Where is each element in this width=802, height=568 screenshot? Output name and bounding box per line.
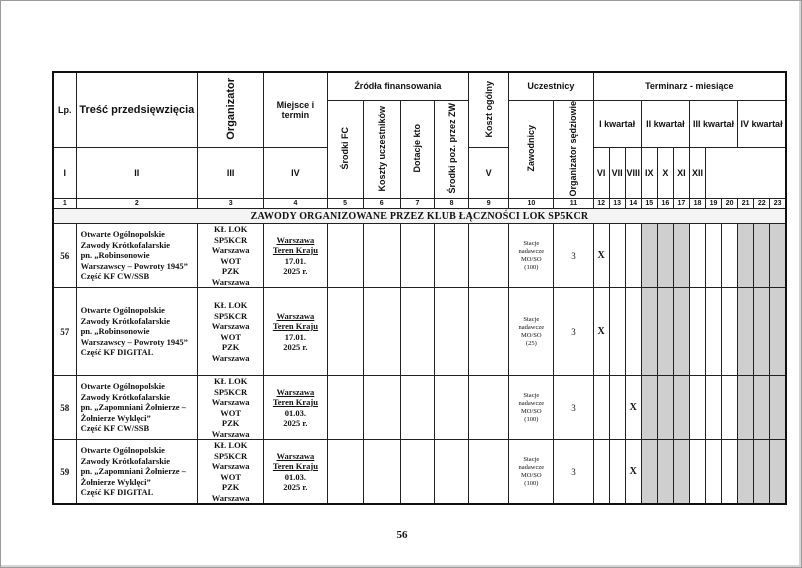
header-lp: Lp. bbox=[53, 72, 76, 148]
column-number: 22 bbox=[754, 199, 770, 209]
empty-cell bbox=[363, 376, 400, 440]
header-koszty: Koszty uczestników bbox=[363, 100, 400, 199]
header-srodki-fc: Środki FC bbox=[327, 100, 363, 199]
header-month: X bbox=[657, 148, 673, 199]
table-row bbox=[53, 376, 786, 440]
month-cell bbox=[738, 376, 754, 440]
column-number: 15 bbox=[641, 199, 657, 209]
column-number-row bbox=[53, 199, 786, 209]
empty-cell bbox=[469, 376, 509, 440]
month-cell bbox=[625, 288, 641, 376]
month-cell bbox=[689, 224, 705, 288]
place-city: Warszawa bbox=[276, 386, 315, 397]
header-month: IX bbox=[641, 148, 657, 199]
events-table bbox=[52, 71, 787, 505]
row-title: Otwarte Ogólnopolskie Zawody Krótkofalarskie pn. „Zapomniani Żołnierze – Żołnierze Wyklęci” Część KF DIGITAL bbox=[76, 440, 197, 505]
month-cell bbox=[770, 440, 786, 505]
column-number: 6 bbox=[363, 199, 400, 209]
page-number: 56 bbox=[396, 529, 408, 541]
header-month: II bbox=[76, 148, 197, 199]
header-month: V bbox=[469, 148, 509, 199]
empty-cell bbox=[400, 376, 434, 440]
month-cell bbox=[641, 224, 657, 288]
month-cell bbox=[722, 440, 738, 505]
table-row bbox=[53, 440, 786, 505]
place-city: Warszawa bbox=[276, 234, 315, 245]
empty-cell bbox=[327, 288, 363, 376]
empty-cell bbox=[434, 224, 468, 288]
row-place-date bbox=[264, 224, 327, 288]
event-year: 2025 r. bbox=[283, 342, 308, 353]
month-cell bbox=[722, 288, 738, 376]
month-cell bbox=[738, 440, 754, 505]
month-cell bbox=[754, 440, 770, 505]
section-row bbox=[53, 209, 786, 224]
month-cell bbox=[689, 440, 705, 505]
month-mark: X bbox=[593, 224, 609, 288]
row-title: Otwarte Ogólnopolskie Zawody Krótkofalarskie pn. „Zapomniani Żołnierze – Żołnierze Wyklęci” Część KF CW/SSB bbox=[76, 376, 197, 440]
header-koszt-ogolny: Koszt ogólny bbox=[469, 72, 509, 148]
column-number: 19 bbox=[706, 199, 722, 209]
place-city: Warszawa bbox=[276, 450, 315, 461]
month-cell bbox=[593, 440, 609, 505]
month-cell bbox=[673, 440, 689, 505]
row-organizer: KŁ LOK SP5KCR Warszawa WOT PZK Warszawa bbox=[198, 376, 264, 440]
event-year: 2025 r. bbox=[283, 266, 308, 277]
event-year: 2025 r. bbox=[283, 418, 308, 429]
month-cell bbox=[625, 224, 641, 288]
column-number: 10 bbox=[509, 199, 554, 209]
header-month: VII bbox=[609, 148, 625, 199]
month-cell bbox=[706, 288, 722, 376]
month-cell bbox=[738, 224, 754, 288]
empty-cell bbox=[363, 440, 400, 505]
empty-cell bbox=[469, 288, 509, 376]
row-participants: Stacje nadawcze MO/SO (100) bbox=[509, 440, 554, 505]
month-cell bbox=[770, 224, 786, 288]
month-cell bbox=[738, 288, 754, 376]
row-lp: 57 bbox=[53, 288, 76, 376]
row-organizer: KŁ LOK SP5KCR Warszawa WOT PZK Warszawa bbox=[198, 288, 264, 376]
empty-cell bbox=[434, 440, 468, 505]
table-row bbox=[53, 224, 786, 288]
column-number: 21 bbox=[738, 199, 754, 209]
header-quarter-3: III kwartał bbox=[689, 100, 737, 148]
table-body bbox=[53, 199, 786, 505]
row-participants: Stacje nadawcze MO/SO (100) bbox=[509, 376, 554, 440]
event-date: 01.03. bbox=[284, 471, 307, 482]
month-mark: X bbox=[625, 440, 641, 505]
row-lp: 58 bbox=[53, 376, 76, 440]
empty-cell bbox=[434, 288, 468, 376]
event-date: 01.03. bbox=[284, 407, 307, 418]
row-judges: 3 bbox=[554, 376, 593, 440]
month-cell bbox=[609, 440, 625, 505]
month-cell bbox=[706, 224, 722, 288]
row-organizer: KŁ LOK SP5KCR Warszawa WOT PZK Warszawa bbox=[198, 440, 264, 505]
place-region: Teren Kraju bbox=[272, 245, 318, 256]
month-cell bbox=[754, 224, 770, 288]
header-month: VI bbox=[593, 148, 609, 199]
empty-cell bbox=[327, 224, 363, 288]
empty-cell bbox=[469, 224, 509, 288]
header-miejsce: Miejsce i termin bbox=[264, 72, 327, 148]
header-month: III bbox=[198, 148, 264, 199]
header-terminarz: Terminarz - miesiące bbox=[593, 72, 786, 100]
empty-cell bbox=[363, 288, 400, 376]
row-judges: 3 bbox=[554, 440, 593, 505]
section-title: ZAWODY ORGANIZOWANE PRZEZ KLUB ŁĄCZNOŚCI LOK SP5KCR bbox=[53, 209, 786, 224]
event-date: 17.01. bbox=[284, 255, 307, 266]
empty-cell bbox=[434, 376, 468, 440]
row-judges: 3 bbox=[554, 288, 593, 376]
header-month: XII bbox=[689, 148, 705, 199]
row-title: Otwarte Ogólnopolskie Zawody Krótkofalarskie pn. „Robinsonowie Warszawscy – Powroty 1945” Część KF DIGITAL bbox=[76, 288, 197, 376]
month-cell bbox=[689, 288, 705, 376]
empty-cell bbox=[469, 440, 509, 505]
header-quarter-1: I kwartał bbox=[593, 100, 641, 148]
month-cell bbox=[770, 288, 786, 376]
month-cell bbox=[657, 224, 673, 288]
empty-cell bbox=[400, 224, 434, 288]
header-month: VIII bbox=[625, 148, 641, 199]
column-number: 5 bbox=[327, 199, 363, 209]
empty-cell bbox=[363, 224, 400, 288]
column-number: 23 bbox=[770, 199, 786, 209]
row-lp: 56 bbox=[53, 224, 76, 288]
empty-cell bbox=[400, 288, 434, 376]
event-date: 17.01. bbox=[284, 331, 307, 342]
row-place-date bbox=[264, 288, 327, 376]
month-cell bbox=[722, 376, 738, 440]
column-number: 18 bbox=[689, 199, 705, 209]
header-srodki-zw: Środki poz. przez ZW bbox=[434, 100, 468, 199]
month-cell bbox=[706, 440, 722, 505]
row-lp: 59 bbox=[53, 440, 76, 505]
row-participants: Stacje nadawcze MO/SO (25) bbox=[509, 288, 554, 376]
month-mark: X bbox=[625, 376, 641, 440]
empty-cell bbox=[327, 376, 363, 440]
column-number: 3 bbox=[198, 199, 264, 209]
month-cell bbox=[609, 288, 625, 376]
empty-cell bbox=[400, 440, 434, 505]
row-place-date bbox=[264, 376, 327, 440]
header-zrodla: Źródła finansowania bbox=[327, 72, 469, 100]
month-cell bbox=[657, 288, 673, 376]
column-number: 12 bbox=[593, 199, 609, 209]
place-region: Teren Kraju bbox=[272, 321, 318, 332]
column-number: 7 bbox=[400, 199, 434, 209]
row-organizer: KŁ LOK SP5KCR Warszawa WOT PZK Warszawa bbox=[198, 224, 264, 288]
month-cell bbox=[689, 376, 705, 440]
month-cell bbox=[641, 440, 657, 505]
empty-cell bbox=[327, 440, 363, 505]
header-zawodnicy: Zawodnicy bbox=[509, 100, 554, 199]
month-cell bbox=[673, 376, 689, 440]
month-cell bbox=[657, 376, 673, 440]
header-organizator-sedziowie: Organizator sędziowie bbox=[554, 100, 593, 199]
row-participants: Stacje nadawcze MO/SO (100) bbox=[509, 224, 554, 288]
place-region: Teren Kraju bbox=[272, 461, 318, 472]
column-number: 1 bbox=[53, 199, 76, 209]
event-year: 2025 r. bbox=[283, 482, 308, 493]
column-number: 4 bbox=[264, 199, 327, 209]
header-month: I bbox=[53, 148, 76, 199]
column-number: 14 bbox=[625, 199, 641, 209]
header-uczestnicy: Uczestnicy bbox=[509, 72, 593, 100]
row-place-date bbox=[264, 440, 327, 505]
column-number: 20 bbox=[722, 199, 738, 209]
month-cell bbox=[641, 288, 657, 376]
table-row bbox=[53, 288, 786, 376]
header-month: IV bbox=[264, 148, 327, 199]
column-number: 2 bbox=[76, 199, 197, 209]
header-quarter-4: IV kwartał bbox=[738, 100, 786, 148]
month-mark: X bbox=[593, 288, 609, 376]
column-number: 17 bbox=[673, 199, 689, 209]
header-dotacje: Dotacje kto bbox=[400, 100, 434, 199]
month-cell bbox=[770, 376, 786, 440]
month-cell bbox=[722, 224, 738, 288]
month-cell bbox=[657, 440, 673, 505]
month-cell bbox=[673, 288, 689, 376]
place-region: Teren Kraju bbox=[272, 397, 318, 408]
month-cell bbox=[754, 376, 770, 440]
month-cell bbox=[593, 376, 609, 440]
row-title: Otwarte Ogólnopolskie Zawody Krótkofalarskie pn. „Robinsonowie Warszawscy – Powroty 1945” Część KF CW/SSB bbox=[76, 224, 197, 288]
month-cell bbox=[754, 288, 770, 376]
month-cell bbox=[609, 224, 625, 288]
column-number: 8 bbox=[434, 199, 468, 209]
place-city: Warszawa bbox=[276, 310, 315, 321]
month-cell bbox=[641, 376, 657, 440]
header-month: XI bbox=[673, 148, 689, 199]
row-judges: 3 bbox=[554, 224, 593, 288]
month-cell bbox=[673, 224, 689, 288]
column-number: 13 bbox=[609, 199, 625, 209]
month-cell bbox=[706, 376, 722, 440]
month-cell bbox=[609, 376, 625, 440]
column-number: 16 bbox=[657, 199, 673, 209]
column-number: 11 bbox=[554, 199, 593, 209]
header-organizator: Organizator bbox=[198, 72, 264, 148]
column-number: 9 bbox=[469, 199, 509, 209]
header-tresc: Treść przedsięwzięcia bbox=[76, 72, 197, 148]
header-quarter-2: II kwartał bbox=[641, 100, 689, 148]
